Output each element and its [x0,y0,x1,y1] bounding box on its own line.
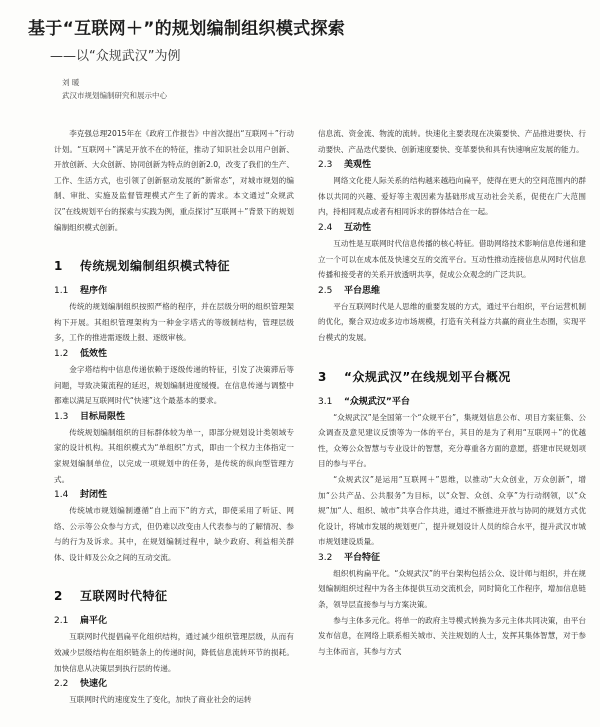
heading-number: 2.2 [54,679,69,690]
heading-text: 目标局限性 [80,411,126,422]
paper-title: 基于“互联网＋”的规划编制组织模式探索 [28,19,346,39]
heading-text: 平台思维 [344,285,381,296]
heading-number: 2 [54,589,63,604]
heading-text: 封闭性 [80,490,108,501]
heading-text: 平台特征 [344,552,381,563]
subsection-heading [318,221,586,236]
heading-text: 互联网时代特征 [80,589,168,604]
body-paragraph: 传统的规划编制组织按照严格的程序，并在层级分明的组织管理架构下开展。其组织管理架构为一种金字塔式的等级制结构，管理层级多，工作的推进需逐级上报、逐级审核。 [54,302,294,343]
right-column [318,126,586,659]
heading-number: 2.5 [318,285,333,296]
heading-number: 1.3 [54,411,69,422]
left-column [54,126,294,708]
heading-number: 1.4 [54,490,69,501]
heading-text: 快速化 [80,679,108,690]
body-paragraph: 传统规划编制组织的目标群体较为单一，即部分规划设计类领域专家的设计机构。其组织模式为“单组织”方式，即由一个权力主体指定一家规划编制单位，以完成一项规划中的任务，是传统的纵向型管理方式。 [54,427,294,484]
subsection-heading [54,614,294,629]
heading-number: 2.3 [318,160,333,171]
heading-number: 3.1 [318,396,333,407]
section-heading [54,257,294,274]
heading-number: 1.1 [54,286,69,297]
body-paragraph: 网络文化使人际关系的结构越来越趋向扁平，使得在更大的空间范围内的群体以共同的兴趣、爱好等主观因素为基础形成互动社会关系，促使在广大范围内，持相同观点或者有相同诉求的群体结合在一起。 [318,176,586,217]
author-name: 刘 暖 [62,78,80,87]
body-paragraph: 组织机构扁平化。“众规武汉”的平台架构包括公众、设计师与组织，并在规划编制组织过程中为各主体提供互动交流机会，同时简化工作程序，增加信息链条，领导层直接参与与方案决策。 [318,568,586,610]
section-heading [54,587,294,604]
heading-text: 传统规划编制组织模式特征 [80,259,231,274]
subsection-heading [54,284,294,299]
body-paragraph: 互联网时代的速度发生了变化，加快了商业社会的运转 [69,695,252,705]
heading-text: 美观性 [344,160,372,171]
heading-text: “众规武汉”平台 [344,396,410,407]
body-paragraph: 传统城市规划编制遵循“自上而下”的方式，即使采用了听证、网络、公示等公众参与方式，但仍难以改变由人代表参与的了解情况、参与的行为及诉求。其中，在规划编制过程中，缺少政府、利益相关群体、设计师及公众之间的互动交流。 [54,506,294,562]
paper-subtitle: ——以“众规武汉”为例 [50,49,181,64]
body-paragraph: “众规武汉”是全国第一个“众规平台”，集规划信息公布、项目方案征集、公众调查及意见建议反馈等为一体的平台，其目的是为了利用“互联网＋”的优越性，众筹公众智慧与专业设计的智慧，充分尊重各方面的意愿，搭建市民规划项目的参与平台。 [318,412,586,469]
heading-text: 扁平化 [80,616,108,627]
body-paragraph: 参与主体多元化。将单一的政府主导模式转换为多元主体共同决策，由平台发布信息，在网络上联系相关城市、关注规划的人士，发挥其集体智慧，对于参与主体而言，其参与方式 [318,615,586,656]
subsection-heading [318,158,586,173]
heading-number: 3 [318,369,327,384]
subsection-heading [318,284,586,299]
section-heading [318,368,586,385]
body-paragraph: 信息流、资金流、物流的流转。快速化主要表现在决策要快、产品推进要快、行动要快、产品迭代要快、创新速度要快、变革要快和具有快速响应发展的能力。 [318,129,586,154]
heading-number: 1.2 [54,348,69,359]
subsection-heading [54,347,294,362]
subsection-heading [54,677,294,692]
subsection-heading [318,395,586,410]
heading-number: 2.1 [54,616,69,627]
heading-text: 互动性 [344,222,372,233]
subsection-heading [54,488,294,503]
heading-number: 2.4 [318,222,333,233]
subsection-heading [54,410,294,425]
body-paragraph: 互动性是互联网时代信息传播的核心特征。借助网络技术影响信息传递和建立一个可以在成本低及快速交互的交流平台。互动性推动连接信息从网时代信息传播和接受者的关系开放透明共享，促成公众观念的广泛共识。 [318,238,586,280]
subsection-heading [318,551,586,566]
body-paragraph: 互联网时代提倡扁平化组织结构，通过减少组织管理层级，从而有效减少层级结构在组织链条上的传递时间，降低信息流转环节的损耗。加快信息从决策层到执行层的传递。 [54,632,294,673]
heading-number: 3.2 [318,552,333,563]
heading-text: 低效性 [80,348,108,359]
body-paragraph: 平台互联网时代是人思维的重要发展的方式，通过平台组织，平台运营机制的优化，聚合双边或多边市场规模，打造有关利益方共赢的商业生态圈，实现平台模式的发展。 [318,301,586,342]
body-paragraph: 李克强总理2015年在《政府工作报告》中首次提出“互联网＋”行动计划。“互联网＋”满足开放不在的特征，推动了知识社会以用户创新、开放创新、大众创新、协同创新为特点的创新2.0，改变了我们的生产、工作、生活方式，也引领了创新驱动发展的“新常态”，对城市规划的编制、审批、实施及监督管理模式产生了新的需求。本文通过“众规武汉”在线规划平台的探索与实践为例，重点探讨“互联网＋”背景下的规划编制组织模式创新。 [54,129,294,232]
heading-text: 程序作 [80,286,108,297]
body-paragraph: “众规武汉”是运用“互联网＋”思维，以推动“大众创业，万众创新”，增加“公共产品、公共服务”为目标，以“众智、众创、众享”为行动纲领，以“众规”加“人、组织、城市”共享合作共进，通过不断推进开放与协同的规划方式优化设计，将城市发展的规划更广，提升规划设计人员的综合水平，提升武汉市城市规划建设质量。 [318,474,586,547]
body-paragraph: 金字塔结构中信息传递依赖于逐级传递的特征，引发了决策滞后等问题，导致决策流程的延迟，规划编制进度缓慢。在信息传递与调整中都难以满足互联网时代“快速”这个最基本的要求。 [54,364,294,406]
author-affiliation: 武汉市规划编制研究和展示中心 [62,91,167,100]
heading-number: 1 [54,259,63,274]
heading-text: “众规武汉”在线规划平台概况 [344,369,511,384]
